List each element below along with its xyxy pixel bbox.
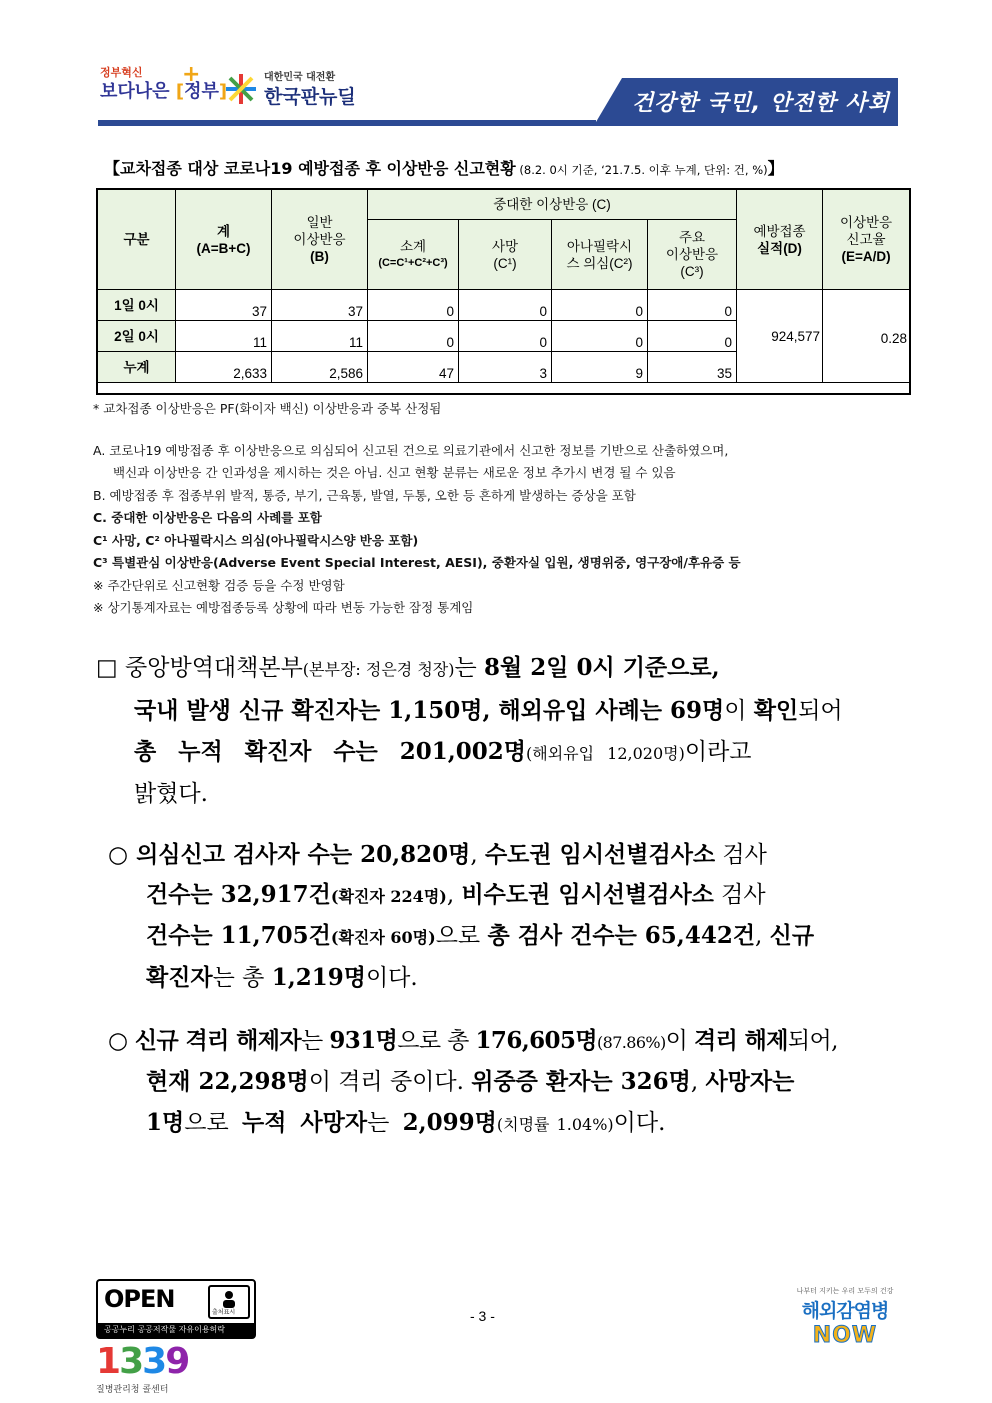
- note-c: C. 중대한 이상반응은 다음의 사례를 포함: [93, 510, 322, 525]
- header-category: 구분: [98, 190, 176, 290]
- korean-new-deal-logo: [224, 68, 374, 112]
- header-serious: 중대한 이상반응 (C): [368, 190, 737, 220]
- overseas-infection-now-logo: [790, 1286, 900, 1346]
- note-a1: A. 코로나19 예방접종 후 이상반응으로 의심되어 신고된 건으로 의료기관에서 신고한 정보를 기반으로 산출하였으며,: [93, 443, 729, 458]
- logo-name: 한국판뉴딜: [264, 86, 356, 108]
- table-row: 1일 0시 37 37 0 0 0 0 924,577 0.28: [98, 290, 910, 321]
- header-general: 일반 이상반응 (B): [272, 190, 368, 290]
- page-number: - 3 -: [470, 1308, 495, 1324]
- adverse-reaction-table: [97, 189, 910, 383]
- slogan-text: 건강한 국민, 안전한 사회: [632, 91, 890, 116]
- logo-text-a: 보다나은: [100, 81, 170, 102]
- table-title: 【교차접종 대상 코로나19 예방접종 후 이상반응 신고현황 (8.2. 0시 기준, ‘21.7.5. 이후 누계, 단위: 건, %)】: [104, 159, 784, 178]
- open-bar-label: 공공누리 공공저작물 자유이용허락: [98, 1323, 254, 1337]
- note-b: B. 예방접종 후 접종부위 발적, 통증, 부기, 근육통, 발열, 두통, 오한 등 흔하게 발생하는 증상을 포함: [93, 488, 636, 503]
- note-remark-1: ※ 주간단위로 신고현황 검증 등을 수정 반영함: [93, 578, 345, 593]
- now-label: NOW: [812, 1323, 878, 1348]
- rate-value: 0.28: [823, 290, 910, 383]
- header-anaphylaxis: 아나필락시 스 의심(C²): [552, 220, 648, 290]
- row-label: 누계: [98, 352, 176, 383]
- logo-subtitle: 대한민국 대전환: [264, 72, 336, 83]
- slogan-banner: [596, 78, 898, 122]
- now-title: 해외감염병: [801, 1300, 889, 1322]
- row-label: 1일 0시: [98, 290, 176, 321]
- now-tagline: 나부터 지키는 우리 모두의 건강: [796, 1287, 894, 1295]
- plus-icon: +: [182, 62, 201, 87]
- kogl-open-badge: [96, 1279, 256, 1339]
- note-remark-2: ※ 상기통계자료는 예방접종등록 상황에 따라 변동 가능한 잠정 통계임: [93, 600, 474, 615]
- note-a2: 백신과 이상반응 간 인과성을 제시하는 것은 아님. 신고 현황 분류는 새로운 정보 추가시 변경 될 수 있음: [113, 465, 676, 480]
- header-death: 사망 (C¹): [459, 220, 552, 290]
- row-label: 2일 0시: [98, 321, 176, 352]
- table-basis: (8.2. 0시 기준, ‘21.7.5. 이후 누계, 단위: 건, %): [515, 163, 768, 177]
- header-rate: 이상반응 신고율 (E=A/D): [823, 190, 910, 290]
- kdca-1339-logo: 1339 질병관리청 콜센터: [96, 1342, 216, 1396]
- logo-1339-caption: 질병관리청 콜센터: [96, 1385, 169, 1395]
- logo-text-b: 정부: [184, 81, 219, 102]
- header-vaccinations: 예방접종 실적(D): [737, 190, 823, 290]
- new-deal-star-icon: [224, 72, 258, 106]
- header-subtotal: 소계 (C=C¹+C²+C³): [368, 220, 459, 290]
- note-c3: C³ 특별관심 이상반응(Adverse Event Special Interest, AESI), 중환자실 입원, 생명위중, 영구장애/후유증 등: [93, 555, 741, 570]
- circle-bullet-icon: ○: [108, 842, 129, 868]
- gov-innovation-logo: 정부혁신 보다나은 [정부] +: [100, 62, 228, 102]
- table-row: 2일 0시 11 11 0 0 0 0: [98, 321, 910, 352]
- vaccinations-value: 924,577: [737, 290, 823, 383]
- header-major: 주요 이상반응 (C³): [648, 220, 737, 290]
- attribution-icon: 출처표시: [208, 1285, 250, 1319]
- table-row: 누계 2,633 2,586 47 3 9 35: [98, 352, 910, 383]
- square-bullet-icon: □: [96, 655, 118, 681]
- note-star: * 교차접종 이상반응은 PF(화이자 백신) 이상반응과 중복 산정됨: [93, 401, 442, 416]
- note-c12: C¹ 사망, C² 아나필락시스 의심(아나필락시스양 반응 포함): [93, 533, 419, 548]
- logo-tagline: 정부혁신: [100, 66, 143, 79]
- circle-bullet-icon: ○: [108, 1028, 128, 1054]
- open-label: OPEN: [104, 1285, 175, 1313]
- header-total: 계 (A=B+C): [176, 190, 272, 290]
